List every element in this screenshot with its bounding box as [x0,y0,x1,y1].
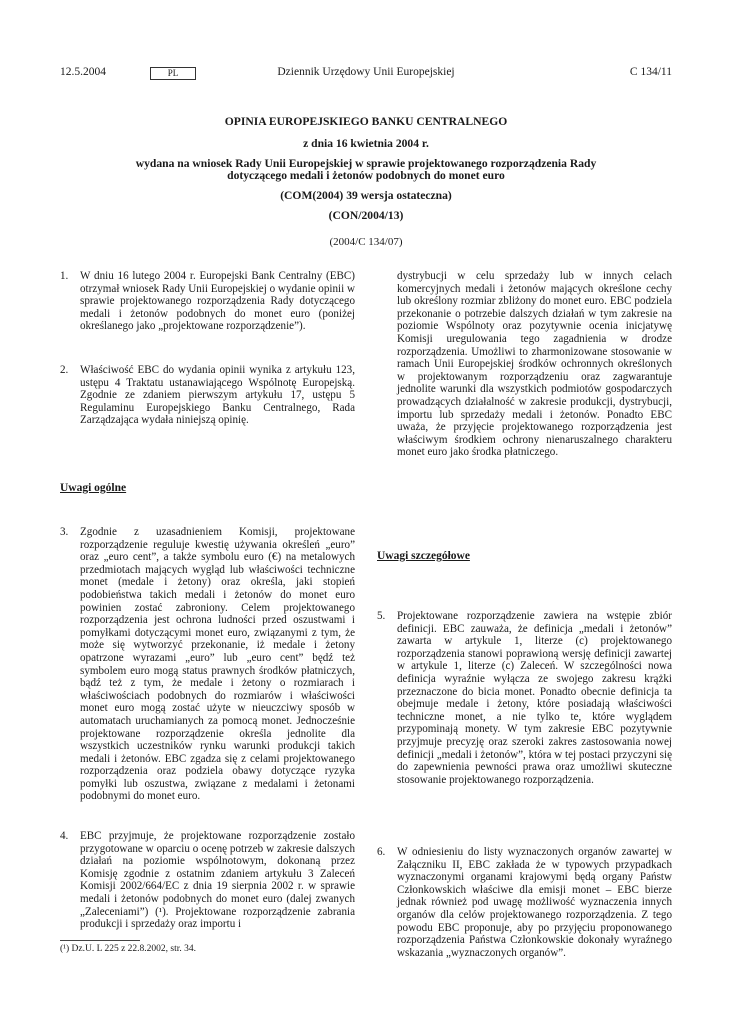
paragraph-number: 5. [377,610,386,622]
paragraph-text: Właściwość EBC do wydania opinii wynika z artykułu 123, ustępu 4 Traktatu ustanawiającego Wspólnotę Europejską. Zgodnie ze zdaniem pierwszym artykułu 17, ustępu 5 Regulaminu Europejskiego Banku Centralnego, Rada Zarządzająca wydała niniejszą opinię. [80,364,355,427]
paragraph-4-continued [377,270,672,459]
paragraph-number: 1. [60,270,69,282]
section-general-heading: Uwagi ogólne [60,482,127,494]
page-number: C 134/11 [629,66,672,78]
journal-name: Dziennik Urzędowy Unii Europejskiej [277,66,455,78]
paragraph-text: Zgodnie z uzasadnieniem Komisji, projektowane rozporządzenie reguluje kwestię używania określeń „euro” oraz „euro cent”, a także symbolu euro (€) na metalowych przedmiotach mających wygląd lub właściwości techniczne monet (medale i żetony) oraz określa, jaki stopień podobieństwa takich medali i żetonów do monet euro powinien zostać zabroniony. Celem projektowanego rozporządzenia jest ochrona ludności przed oszustwami i pomyłkami dotyczącymi monet euro, związanymi z tym, że może się wytworzyć przekonanie, iż medale i żetony opatrzone wyrazami „euro” lub „euro cent” będź też symbolem euro mogą status prawnych środków płatniczych, bądź też z tym, że medale i żetony o rozmiarach i właściwościach podobnych do rozmiarów i właściwości monet euro mogą zostać użyte w nieuczciwy sposób w automatach uruchamianych za pomocą monet. Jednocześnie projektowane rozporządzenie określa jednolite dla wszystkich uczestników rynku warunki produkcji takich medali i żetonów. EBC zgadza się z celami projektowanego rozporządzenia oraz podziela obawy dotyczące ryzyka pomyłki lub oszustwa, związane z medalami i żetonami podobnymi do monet euro. [80,526,355,803]
opinion-subject-line2: dotyczącego medali i żetonów podobnych do monet euro [227,169,505,182]
document-reference: (2004/C 134/07) [329,236,403,248]
paragraph-text: Projektowane rozporządzenie zawiera na wstępie zbiór definicji. EBC zauważa, że definicja „medali i żetonów” zawarta w artykule 1, literze (c) projektowanego rozporządzenia stanowi poprawioną wersję definicji zawartej w artykule 1, literze (c) Zaleceń. W szczególności nowa definicja wyraźnie wyłącza ze swojego zakresu krążki przeznaczone do bicia monet. Ponadto obecnie definicja ta obejmuje medale i żetony, które posiadają właściwości techniczne monet, a nie tylko te, które wyglądem przypominają monety. W tym zakresie EBC pozytywnie przyjmuje precyzję oraz szeroki zakres zastosowania nowej definicji „medali i żetonów”, która w tej postaci przyczyni się do zapewnienia pewności prawa oraz umożliwi skuteczne stosowanie projektowanego rozporządzenia. [397,610,672,786]
issue-date: 12.5.2004 [60,66,106,78]
paragraph-5 [377,610,672,786]
paragraph-1 [60,270,355,333]
page-header [60,66,672,84]
opinion-title: OPINIA EUROPEJSKIEGO BANKU CENTRALNEGO [224,115,508,128]
paragraph-3 [60,526,355,803]
footnote: (¹) Dz.U. L 225 z 22.8.2002, str. 34. [60,944,197,954]
footnote-rule [60,940,140,941]
con-reference: (CON/2004/13) [328,209,404,222]
opinion-subject-line1: wydana na wniosek Rady Unii Europejskiej w sprawie projektowanego rozporządzenia Rady [135,157,597,170]
paragraph-2 [60,364,355,427]
paragraph-number: 6. [377,846,386,858]
paragraph-text: EBC przyjmuje, że projektowane rozporządzenie zostało przygotowane w oparciu o ocenę potrzeb w zakresie dalszych działań na poziomie wspólnotowym, dokonaną przez Komisję zgodnie z ostatnim zdaniem artykułu 3 Zaleceń Komisji 2002/664/EC z dnia 19 sierpnia 2002 r. w sprawie medali i żetonów podobnych do monet euro (dalej zwanych „Zaleceniami”) (¹). Projektowane rozporządzenie zabrania produkcji i sprzedaży oraz importu i [80,830,355,931]
paragraph-number: 2. [60,364,69,376]
language-box: PL [150,67,196,80]
paragraph-text: dystrybucji w celu sprzedaży lub w innych celach komercyjnych medali i żetonów mających określone cechy lub określony rozmiar zbliżony do monet euro. EBC podziela przekonanie o potrzebie dalszych działań w tym zakresie na poziomie Wspólnoty oraz pozytywnie ocenia inicjatywę Komisji uregulowania tego zagadnienia w drodze rozporządzenia. Umożliwi to zharmonizowane stosowanie w ramach Unii Europejskiej środków ochronnych określonych w projektowanym rozporządzeniu oraz zagwarantuje jednolite warunki dla wszystkich podmiotów gospodarczych prowadzących działalność w zakresie produkcji, dystrybucji, importu lub sprzedaży medali i żetonów. Ponadto EBC uważa, że przyjęcie projektowanego rozporządzenia jest właściwym środkiem ochrony nienaruszalnego charakteru monet euro jako środka płatniczego. [397,270,672,459]
com-reference: (COM(2004) 39 wersja ostateczna) [280,189,452,202]
paragraph-text: W odniesieniu do listy wyznaczonych organów zawartej w Załączniku II, EBC zakłada że w typowych przypadkach wyznaczonymi organami krajowymi będą organy Państw Członkowskich właściwe dla emisji monet – EBC bierze jednak również pod uwagę możliwość wyznaczenia innych organów dla celów projektowanego rozporządzenia. Z tego powodu EBC proponuje, aby po przyjęciu proponowanego rozporządzenia Państwa Członkowskie dokonały wyraźnego wskazania „wyznaczonych organów”. [397,846,672,959]
section-specific-heading: Uwagi szczegółowe [377,550,470,562]
paragraph-text: W dniu 16 lutego 2004 r. Europejski Bank Centralny (EBC) otrzymał wniosek Rady Unii Europejskiej o wydanie opinii w sprawie projektowanego rozporządzenia Rady dotyczącego medali i żetonów podobnych do monet euro (poniżej określanego jako „projektowane rozporządzenie”). [80,270,355,333]
paragraph-number: 3. [60,526,69,538]
paragraph-4 [60,830,355,931]
opinion-date: z dnia 16 kwietnia 2004 r. [303,137,429,150]
paragraph-number: 4. [60,830,69,842]
paragraph-6 [377,846,672,959]
